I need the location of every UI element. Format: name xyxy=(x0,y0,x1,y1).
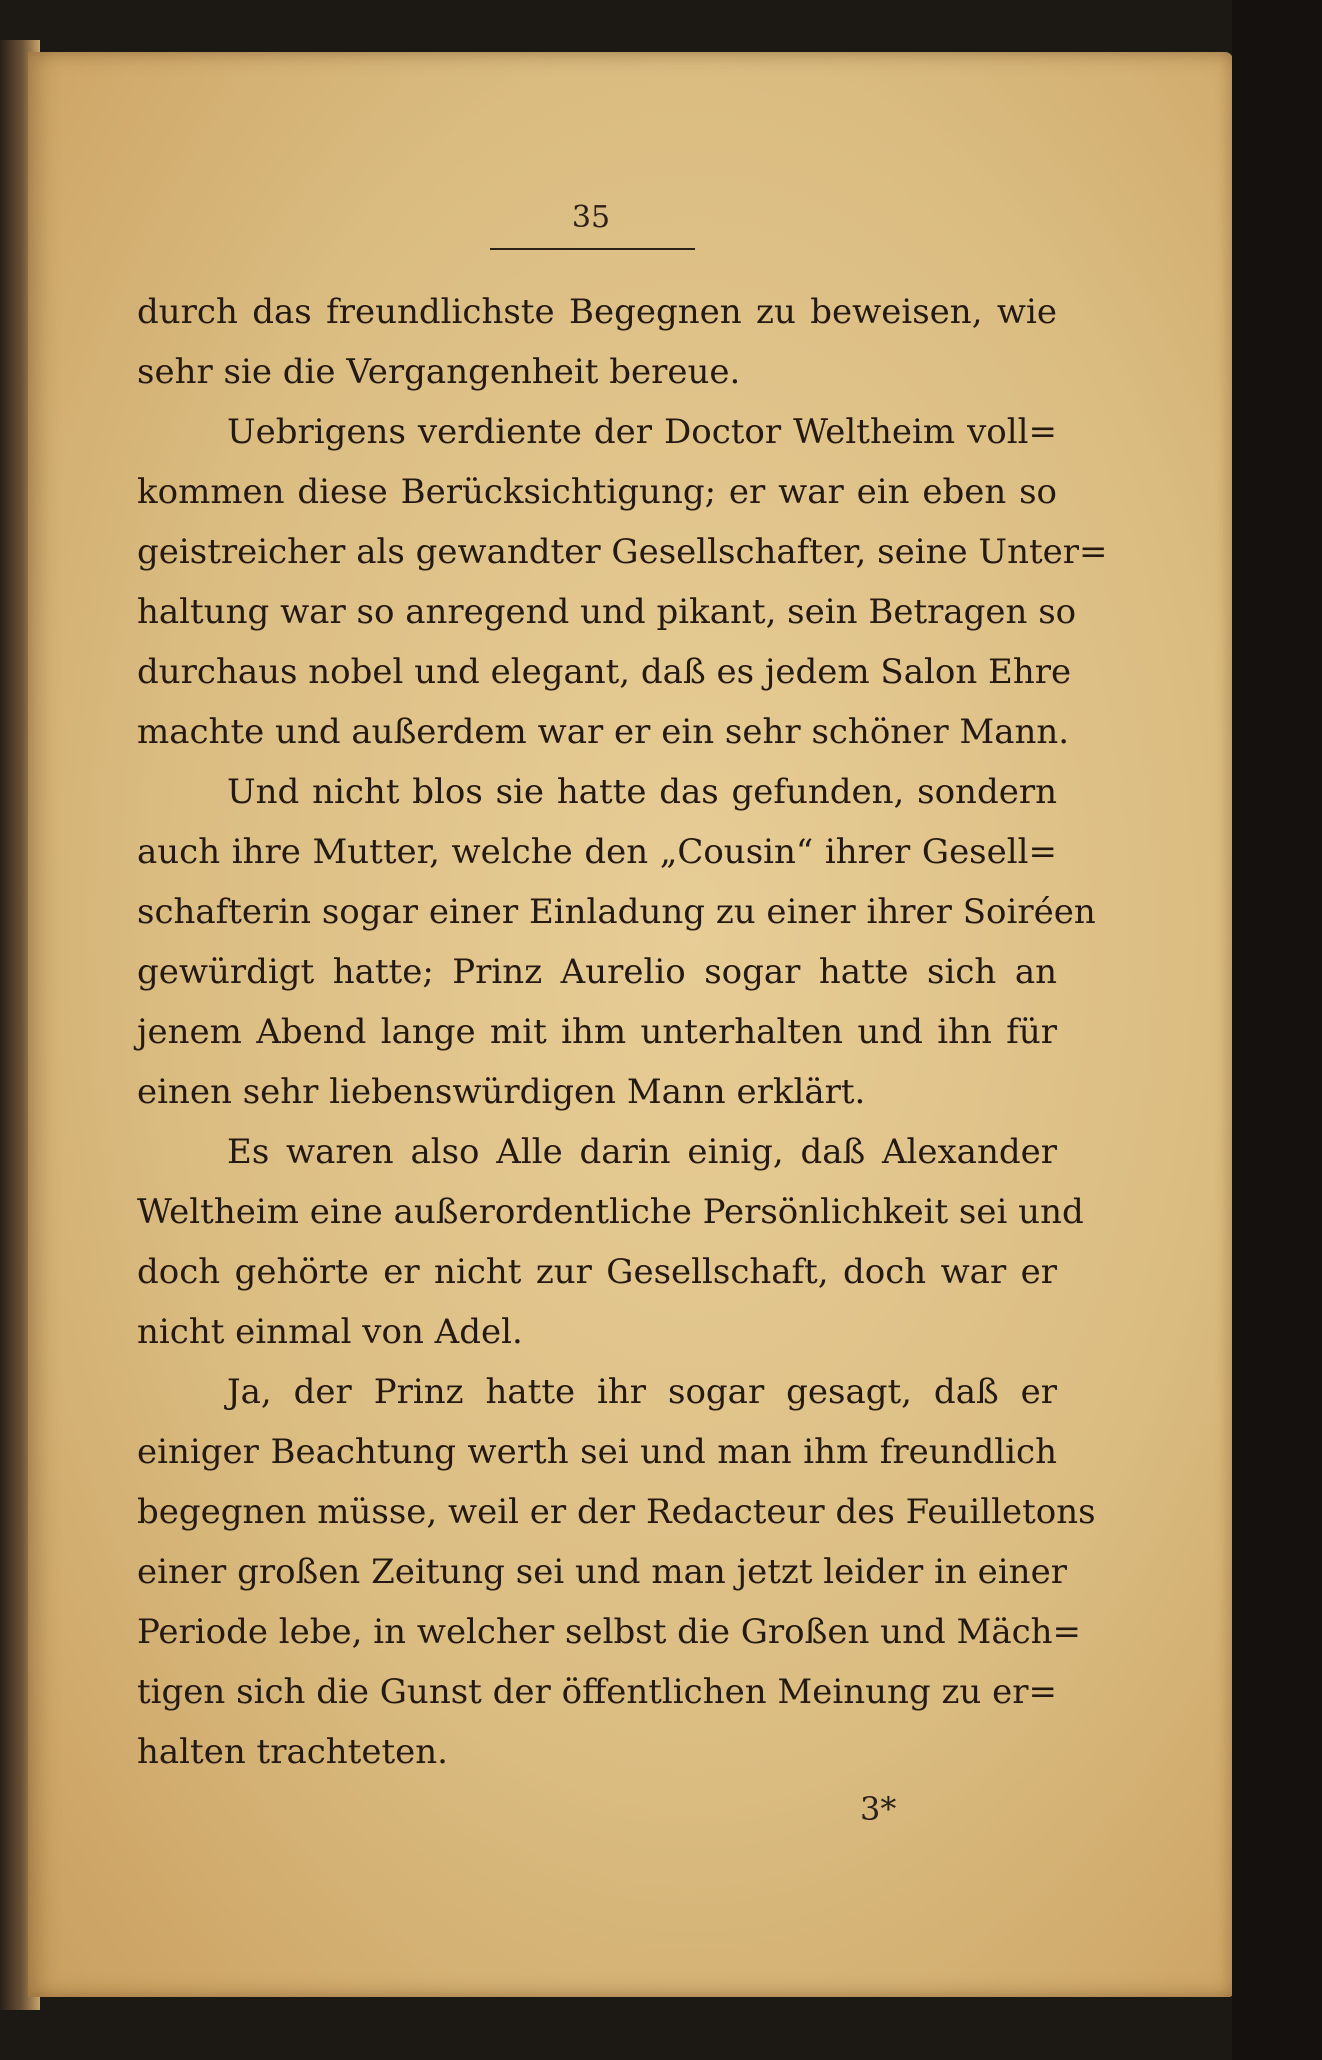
text-line: Ja, der Prinz hatte ihr sogar gesagt, daß er xyxy=(227,1372,1057,1412)
scan-background-edge xyxy=(1232,0,1322,2060)
text-line: tigen sich die Gunst der öffentlichen Meinung zu er= xyxy=(137,1672,1057,1712)
text-line: Und nicht blos sie hatte das gefunden, sondern xyxy=(227,772,1057,812)
text-line: auch ihre Mutter, welche den „Cousin“ ihrer Gesell= xyxy=(137,832,1057,872)
text-line: durch das freundlichste Begegnen zu beweisen, wie xyxy=(137,292,1057,332)
text-line: begegnen müsse, weil er der Redacteur des Feuilletons xyxy=(137,1492,1096,1532)
text-line: Uebrigens verdiente der Doctor Weltheim voll= xyxy=(227,412,1057,452)
text-line: einer großen Zeitung sei und man jetzt leider in einer xyxy=(137,1552,1067,1592)
body-text xyxy=(137,282,1108,1782)
text-line: machte und außerdem war er ein sehr schöner Mann. xyxy=(137,712,1070,752)
text-line: einiger Beachtung werth sei und man ihm freundlich xyxy=(137,1432,1057,1472)
text-line: doch gehörte er nicht zur Gesellschaft, doch war er xyxy=(137,1252,1057,1292)
signature-mark: 3* xyxy=(860,1790,897,1828)
text-line: geistreicher als gewandter Gesellschafter, seine Unter= xyxy=(137,532,1108,572)
text-line: jenem Abend lange mit ihm unterhalten und ihn für xyxy=(137,1012,1057,1052)
text-line: nicht einmal von Adel. xyxy=(137,1312,523,1352)
text-line: Weltheim eine außerordentliche Persönlichkeit sei und xyxy=(137,1192,1084,1232)
text-line: einen sehr liebenswürdigen Mann erklärt. xyxy=(137,1072,866,1112)
text-line: kommen diese Berücksichtigung; er war ein eben so xyxy=(137,472,1057,512)
text-line: Es waren also Alle darin einig, daß Alexander xyxy=(227,1132,1057,1172)
header-rule xyxy=(490,248,695,250)
text-line: schafterin sogar einer Einladung zu einer ihrer Soiréen xyxy=(137,892,1096,932)
text-line: durchaus nobel und elegant, daß es jedem Salon Ehre xyxy=(137,652,1072,692)
text-line: halten trachteten. xyxy=(137,1732,448,1772)
text-line: sehr sie die Vergangenheit bereue. xyxy=(137,352,741,392)
page-number: 35 xyxy=(571,200,611,235)
text-line: gewürdigt hatte; Prinz Aurelio sogar hatte sich an xyxy=(137,952,1057,992)
text-line: Periode lebe, in welcher selbst die Großen und Mäch= xyxy=(137,1612,1082,1652)
text-line: haltung war so anregend und pikant, sein Betragen so xyxy=(137,592,1077,632)
